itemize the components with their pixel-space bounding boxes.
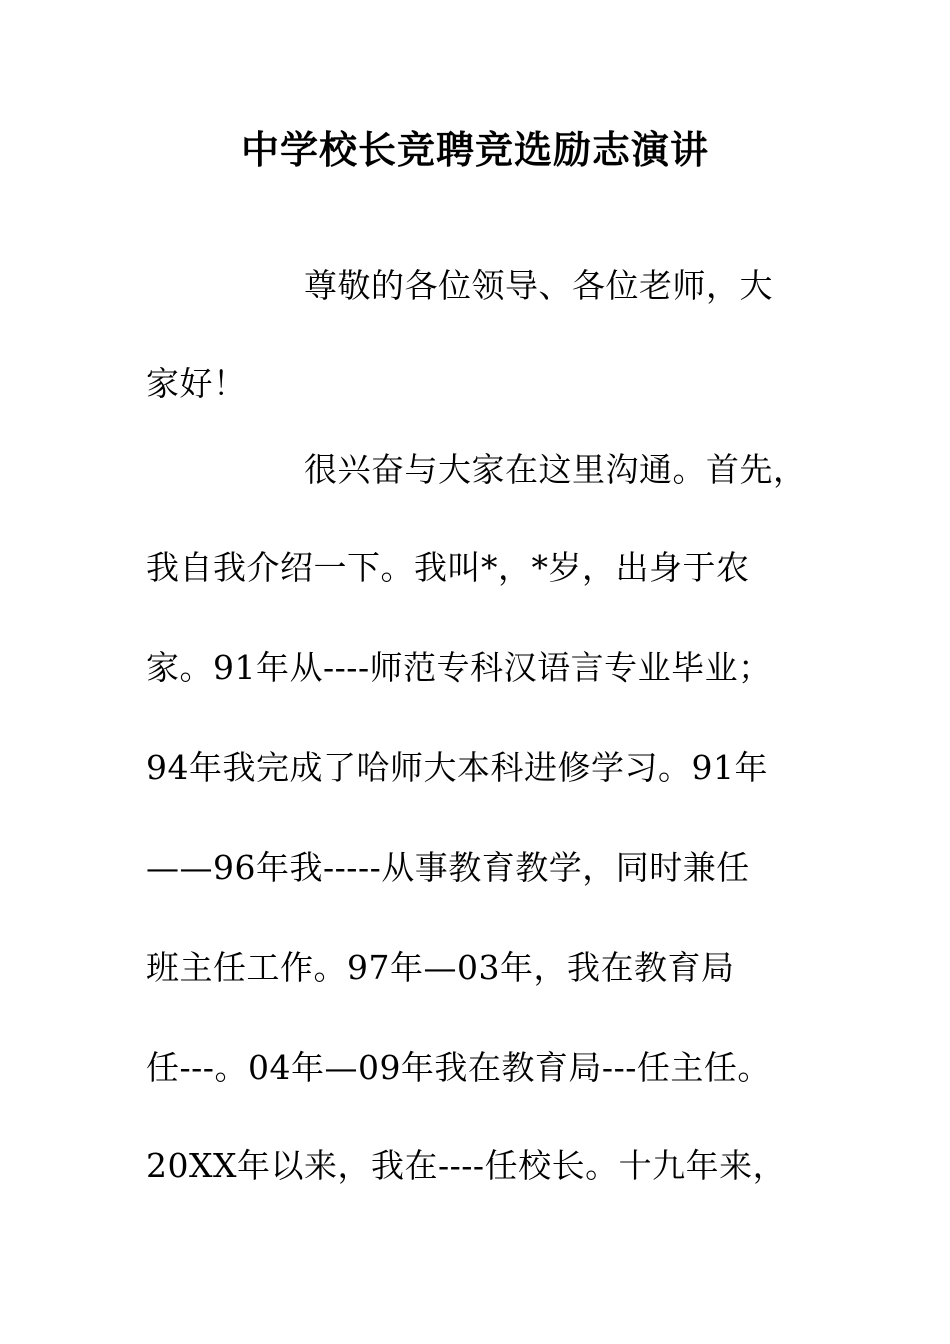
paragraph-line: 班主任工作。97年—03年，我在教育局 [146,948,735,987]
document-title: 中学校长竞聘竞选励志演讲 [240,127,709,172]
paragraph-line: 家。91年从----师范专科汉语言专业毕业； [146,648,772,687]
paragraph-line: 任---。04年—09年我在教育局---任主任。 [146,1048,771,1087]
paragraph-line: 94年我完成了哈师大本科进修学习。91年 [146,748,768,787]
paragraph-line: 我自我介绍一下。我叫*，*岁，出身于农 [146,548,750,587]
paragraph-line: 尊敬的各位领导、各位老师，大 [304,266,773,305]
paragraph-line: ——96年我-----从事教育教学，同时兼任 [146,848,750,887]
paragraph-line: 很兴奋与大家在这里沟通。首先， [304,450,807,489]
paragraph-line: 20XX年以来，我在----任校长。十九年来， [146,1146,787,1185]
paragraph-line: 家好！ [146,364,247,403]
